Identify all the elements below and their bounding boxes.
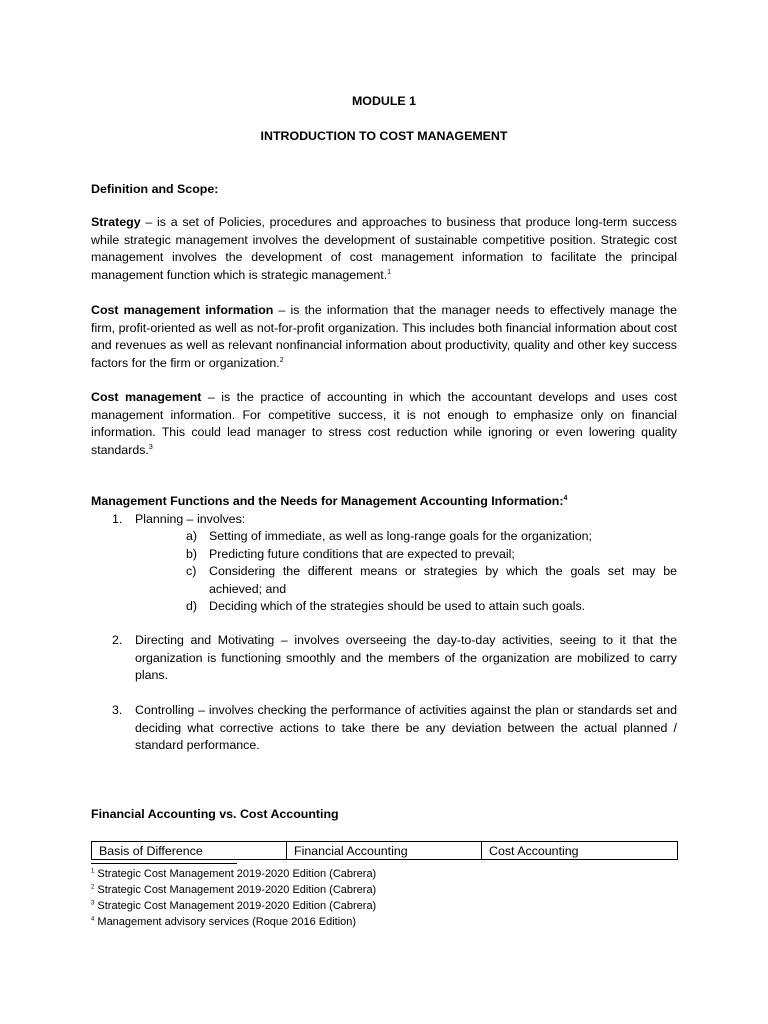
module-title: MODULE 1 [351, 94, 417, 108]
subitem-text: Considering the different means or strategies by which the goals set may be achieved; and [209, 564, 677, 596]
footnote-number: 2 [91, 884, 95, 891]
planning-subitem [186, 528, 677, 546]
list-number: 1. [112, 512, 123, 526]
paragraph-cost-management-information [91, 302, 677, 372]
term-cost-management: Cost management [91, 390, 202, 404]
comparison-heading: Financial Accounting vs. Cost Accounting [91, 807, 339, 821]
definition-text: – is the practice of accounting in which the accountant develops and uses cost management information. For competitive success, it is not enough to emphasize only on financial information. This could lead manager to stress cost reduction while ignoring or even lowering quality standards. [91, 390, 677, 457]
subitem-letter: d) [186, 599, 198, 613]
paragraph-strategy [91, 214, 677, 284]
footnote-number: 4 [91, 916, 95, 923]
footnote-text: Strategic Cost Management 2019-2020 Edition (Cabrera) [97, 900, 377, 912]
list-item [112, 702, 677, 755]
subitem-letter: c) [186, 564, 197, 578]
footnote-text: Strategic Cost Management 2019-2020 Edition (Cabrera) [97, 868, 377, 880]
list-item [112, 511, 677, 529]
intro-title: INTRODUCTION TO COST MANAGEMENT [260, 129, 508, 143]
table-header-cell: Financial Accounting [287, 842, 482, 860]
list-number: 3. [112, 703, 123, 717]
footnote-ref: 4 [563, 494, 568, 502]
list-item-text: Controlling – involves checking the performance of activities against the plan or standards set and deciding what corrective actions to take there be any deviation between the actual planned / standard performance. [135, 703, 677, 753]
footnote-text: Management advisory services (Roque 2016 Edition) [97, 916, 357, 928]
subitem-text: Setting of immediate, as well as long-range goals for the organization; [209, 529, 592, 543]
subitem-letter: a) [186, 529, 198, 543]
term-cost-management-information: Cost management information [91, 303, 274, 317]
footnote-text: Strategic Cost Management 2019-2020 Edition (Cabrera) [97, 884, 377, 896]
list-item [112, 632, 677, 685]
planning-subitem [186, 546, 677, 564]
planning-subitem [186, 563, 677, 598]
list-item-text: Directing and Motivating – involves overseeing the day-to-day activities, seeing to it that the organization is functioning smoothly and the members of the organization are mobilized to carry plans. [135, 633, 677, 683]
definition-text: – is a set of Policies, procedures and approaches to business that produce long-term success while strategic management involves the development of sustainable competitive position. Strategic cost management involves the development of cost management information to facilitate the principal management function which is strategic management. [91, 215, 677, 282]
footnote-ref: 3 [148, 443, 153, 451]
footnote-number: 3 [91, 900, 95, 907]
footnote [91, 866, 376, 883]
table-header-row [92, 842, 678, 860]
footnote [91, 882, 376, 899]
table-header-cell: Basis of Difference [92, 842, 287, 860]
footnote-ref: 1 [387, 268, 392, 276]
footnote-divider [91, 863, 237, 864]
subitem-letter: b) [186, 547, 198, 561]
list-number: 2. [112, 633, 123, 647]
term-strategy: Strategy [91, 215, 141, 229]
footnote-number: 1 [91, 868, 95, 875]
subitem-text: Deciding which of the strategies should be used to attain such goals. [209, 599, 586, 613]
footnote [91, 898, 376, 915]
planning-subitem [186, 598, 677, 616]
functions-heading-text: Management Functions and the Needs for Management Accounting Information: [91, 494, 564, 508]
paragraph-cost-management [91, 389, 677, 459]
table-header-cell: Cost Accounting [482, 842, 678, 860]
footnote [91, 914, 356, 931]
comparison-table [91, 841, 678, 860]
footnote-ref: 2 [279, 356, 284, 364]
list-item-text: Planning – involves: [135, 512, 246, 526]
definition-text: – is the information that the manager needs to effectively manage the firm, profit-oriented as well as not-for-profit organization. This includes both financial information about cost and revenues as well as relevant nonfinancial information about productivity, quality and other key success factors for the firm or organization. [91, 303, 677, 370]
functions-heading [91, 493, 567, 511]
subitem-text: Predicting future conditions that are expected to prevail; [209, 547, 515, 561]
definition-heading: Definition and Scope: [91, 182, 219, 196]
